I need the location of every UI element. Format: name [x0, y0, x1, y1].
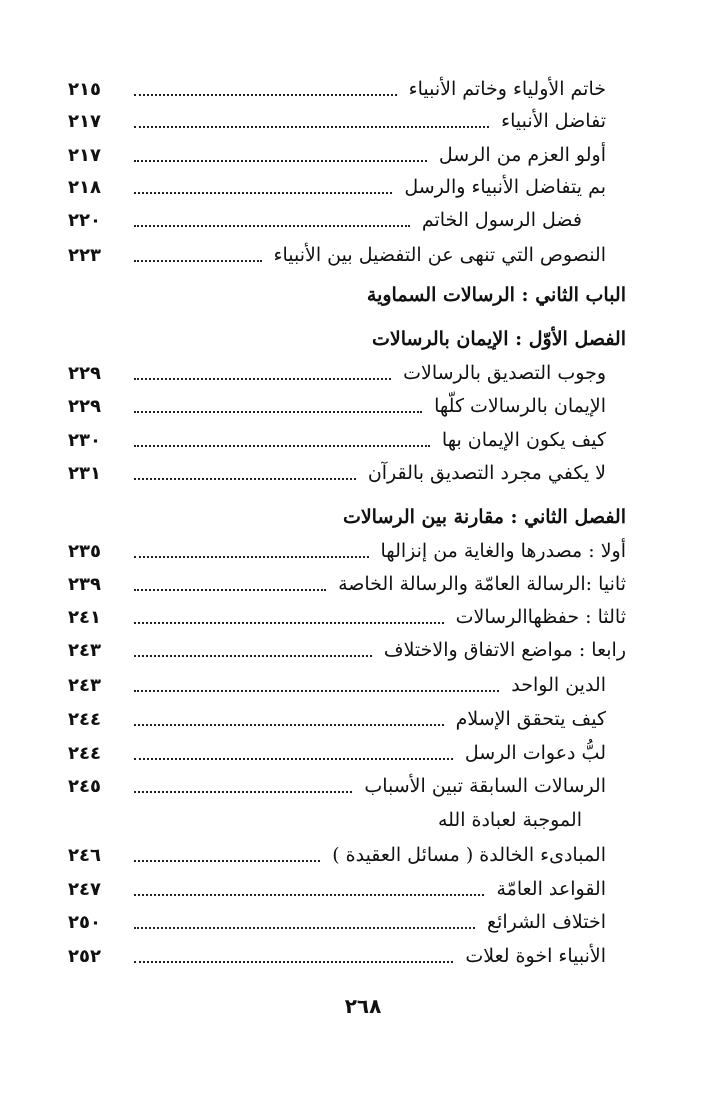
chapter-heading-text: الباب الثاني : الرسالات السماوية — [366, 284, 626, 306]
dot-leader — [134, 411, 422, 413]
entry-page: ٢٢٠ — [68, 209, 101, 231]
entry-page: ٢٥٠ — [68, 911, 101, 933]
entry-page: ٢٢٣ — [68, 244, 101, 266]
entry-title: اختلاف الشرائع — [486, 911, 606, 933]
dot-leader — [134, 622, 444, 624]
entry-page: ٢٣٠ — [68, 429, 101, 451]
dot-leader — [134, 225, 410, 227]
dot-leader — [134, 378, 391, 380]
dot-leader — [134, 589, 326, 591]
chapter-heading — [68, 278, 626, 312]
dot-leader — [134, 961, 453, 963]
entry-title: الدين الواحد — [511, 674, 606, 696]
entry-page: ٢٢٩ — [68, 362, 101, 384]
dot-leader — [134, 791, 352, 793]
toc-entry — [68, 238, 626, 272]
dot-leader — [134, 927, 475, 929]
toc-entry — [68, 72, 626, 106]
dot-leader — [134, 724, 444, 726]
entry-title: الإيمان بالرسالات كلّها — [434, 395, 606, 417]
entry-title: ثانيا :الرسالة العامّة والرسالة الخاصة — [338, 573, 626, 595]
entry-title: القواعد العامّة — [496, 878, 606, 900]
toc-entry — [68, 356, 626, 390]
toc-entry — [68, 456, 626, 490]
page-number: ٢٦٨ — [344, 994, 382, 1018]
entry-page: ٢٤٤ — [68, 708, 101, 730]
section-heading-text: الفصل الأوّل : الإيمان بالرسالات — [371, 328, 626, 350]
entry-title: لا يكفي مجرد التصديق بالقرآن — [367, 462, 606, 484]
toc-entry — [68, 633, 626, 667]
entry-page: ٢١٥ — [68, 78, 101, 100]
entry-title: رابعا : مواضع الاتفاق والاختلاف — [383, 639, 626, 661]
entry-title: أولا : مصدرها والغاية من إنزالها — [380, 540, 626, 562]
toc-entry — [68, 668, 626, 702]
entry-page: ٢٤٦ — [68, 844, 101, 866]
entry-page: ٢٣١ — [68, 462, 101, 484]
entry-page: ٢٥٢ — [68, 945, 101, 967]
entry-page: ٢٤٥ — [68, 775, 101, 797]
dot-leader — [134, 260, 262, 262]
toc-entry — [68, 905, 626, 939]
toc-entry — [68, 203, 626, 237]
entry-title: فضل الرسول الخاتم — [421, 209, 582, 231]
toc-entry-continuation — [68, 803, 626, 837]
entry-page: ٢٣٩ — [68, 573, 101, 595]
section-heading — [68, 500, 626, 534]
dot-leader — [134, 478, 356, 480]
entry-title: لبُّ دعوات الرسل — [464, 742, 606, 764]
dot-leader — [134, 860, 320, 862]
entry-page: ٢٤٤ — [68, 742, 101, 764]
toc-entry — [68, 423, 626, 457]
entry-title: تفاضل الأنبياء — [501, 110, 606, 132]
toc-entry — [68, 769, 626, 803]
entry-page: ٢٤٣ — [68, 639, 101, 661]
entry-title: الرسالات السابقة تبين الأسباب — [364, 775, 606, 797]
entry-title: كيف يتحقق الإسلام — [455, 708, 606, 730]
toc-entry — [68, 170, 626, 204]
section-heading — [68, 322, 626, 356]
entry-page: ٢٢٩ — [68, 395, 101, 417]
toc-entry — [68, 702, 626, 736]
toc-entry — [68, 534, 626, 568]
entry-page: ٢٤١ — [68, 606, 101, 628]
entry-page: ٢١٧ — [68, 110, 101, 132]
entry-page: ٢٣٥ — [68, 540, 101, 562]
dot-leader — [134, 126, 489, 128]
dot-leader — [134, 655, 372, 657]
entry-page: ٢١٨ — [68, 176, 101, 198]
entry-title: أولو العزم من الرسل — [438, 144, 606, 166]
toc-entry — [68, 838, 626, 872]
toc-entry — [68, 600, 626, 634]
dot-leader — [134, 894, 484, 896]
dot-leader — [134, 556, 369, 558]
entry-title: الأنبياء اخوة لعلات — [465, 945, 606, 967]
entry-page: ٢٤٧ — [68, 878, 101, 900]
dot-leader — [134, 690, 499, 692]
entry-page: ٢٤٣ — [68, 674, 101, 696]
entry-page: ٢١٧ — [68, 144, 101, 166]
toc-entry — [68, 389, 626, 423]
entry-title: ثالثا : حفظهاالرسالات — [455, 606, 626, 628]
toc-entry — [68, 939, 626, 973]
toc-entry — [68, 567, 626, 601]
dot-leader — [134, 94, 397, 96]
dot-leader — [134, 445, 430, 447]
toc-entry — [68, 872, 626, 906]
entry-title: المبادىء الخالدة ( مسائل العقيدة ) — [332, 844, 606, 866]
entry-title: كيف يكون الإيمان بها — [441, 429, 606, 451]
dot-leader — [134, 160, 427, 162]
toc-entry — [68, 104, 626, 138]
entry-title: وجوب التصديق بالرسالات — [403, 362, 606, 384]
toc-entry — [68, 736, 626, 770]
dot-leader — [134, 192, 392, 194]
entry-title: خاتم الأولياء وخاتم الأنبياء — [408, 78, 606, 100]
entry-title: النصوص التي تنهى عن التفضيل بين الأنبياء — [273, 244, 606, 266]
entry-title: الموجبة لعبادة الله — [437, 809, 582, 831]
dot-leader — [134, 758, 453, 760]
entry-title: بم يتفاضل الأنبياء والرسل — [404, 176, 606, 198]
toc-entry — [68, 138, 626, 172]
section-heading-text: الفصل الثاني : مقارنة بين الرسالات — [342, 506, 626, 528]
